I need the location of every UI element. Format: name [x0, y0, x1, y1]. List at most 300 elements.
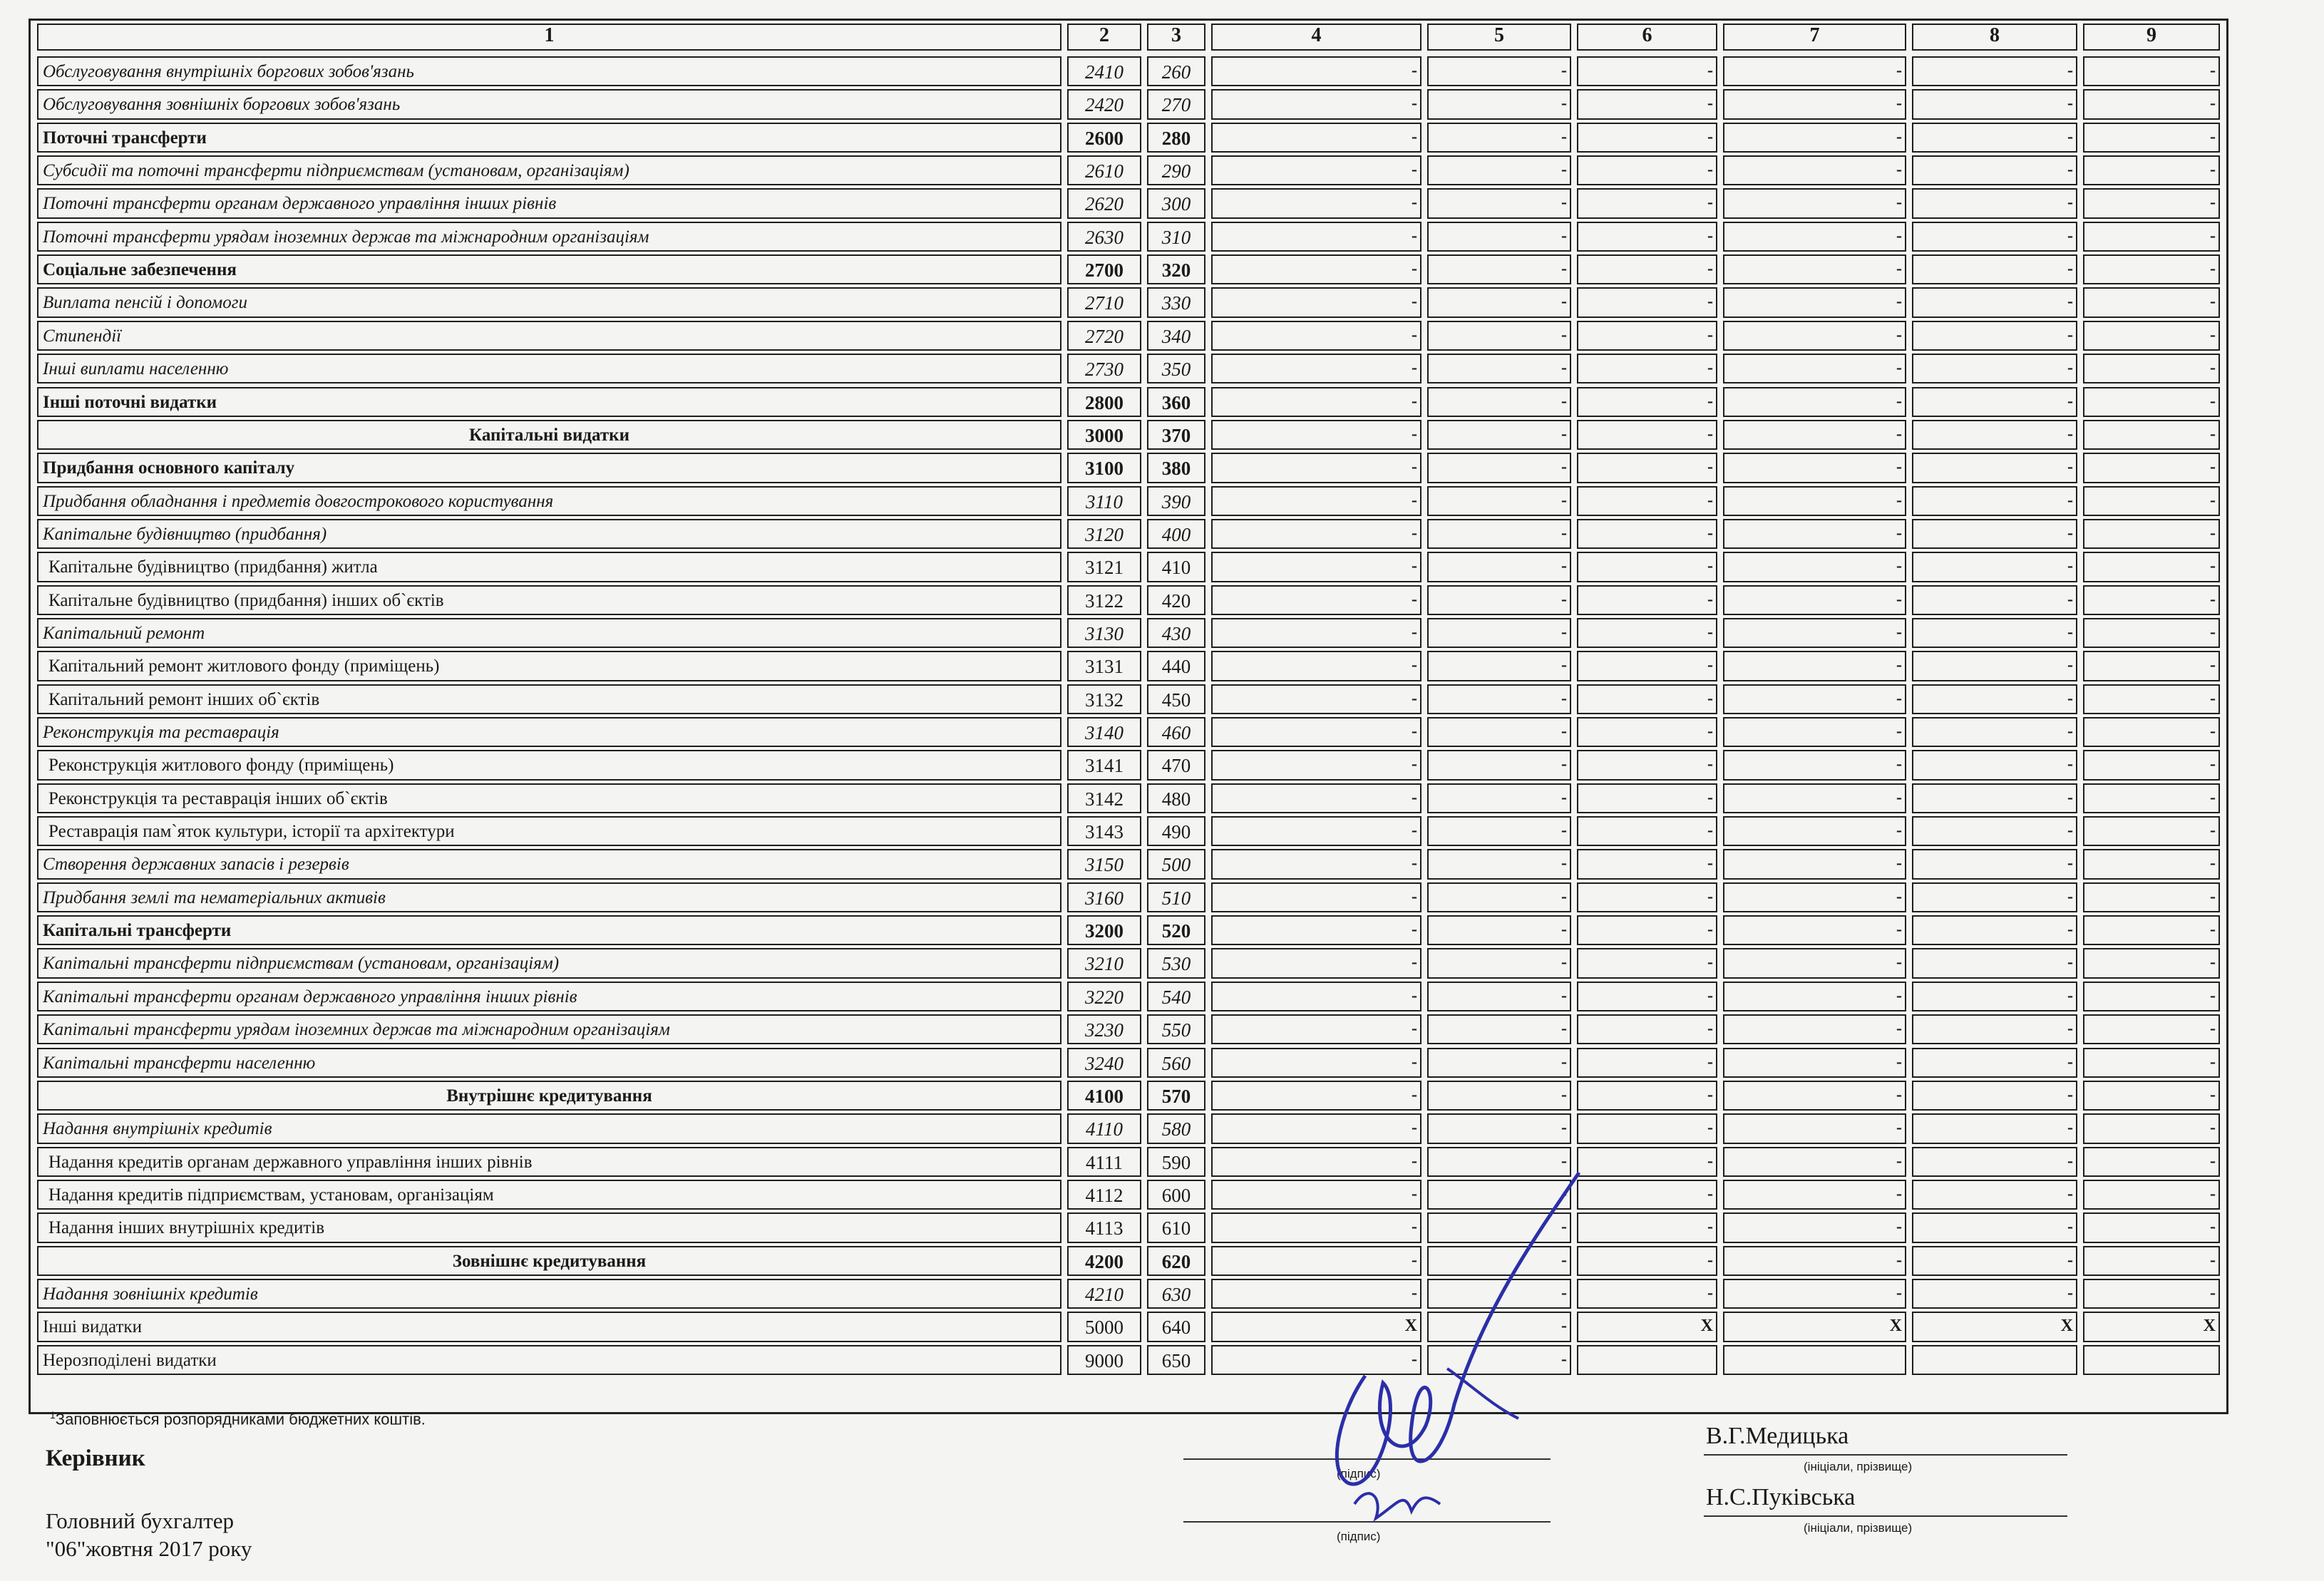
row-value-col-9: -: [2083, 1279, 2220, 1309]
row-name: Капітальне будівництво (придбання) житла: [37, 552, 1061, 582]
row-value-col-4: -: [1211, 1147, 1421, 1177]
row-value-col-4: -: [1211, 585, 1421, 615]
row-value-col-4: -: [1211, 750, 1421, 780]
row-value-col-4: -: [1211, 1113, 1421, 1143]
row-value-col-4: -: [1211, 684, 1421, 714]
row-value-col-9: -: [2083, 1048, 2220, 1078]
row-value-col-7: -: [1723, 254, 1906, 284]
row-code: 2730: [1067, 354, 1141, 383]
row-value-col-9: -: [2083, 420, 2220, 450]
row-line-code: 400: [1147, 519, 1205, 549]
row-line-code: 280: [1147, 123, 1205, 153]
row-code: 2410: [1067, 56, 1141, 86]
row-value-col-6: -: [1577, 56, 1717, 86]
row-name: Поточні трансферти: [37, 123, 1061, 153]
row-value-col-8: -: [1912, 123, 2077, 153]
row-name: Реконструкція та реставрація інших об`єктів: [37, 783, 1061, 813]
row-name: Капітальний ремонт інших об`єктів: [37, 684, 1061, 714]
row-line-code: 460: [1147, 717, 1205, 747]
row-code: 3121: [1067, 552, 1141, 582]
row-value-col-9: -: [2083, 849, 2220, 879]
row-code: 9000: [1067, 1345, 1141, 1375]
row-name: Капітальні видатки: [37, 420, 1061, 450]
header-col-6: 6: [1577, 24, 1717, 51]
row-code: 3160: [1067, 882, 1141, 912]
row-value-col-4: -: [1211, 354, 1421, 383]
row-value-col-7: -: [1723, 486, 1906, 516]
row-name: Капітальне будівництво (придбання): [37, 519, 1061, 549]
row-value-col-7: -: [1723, 1279, 1906, 1309]
head-name-line: [1704, 1454, 2067, 1456]
row-value-col-6: -: [1577, 354, 1717, 383]
row-name: Надання зовнішніх кредитів: [37, 1279, 1061, 1309]
row-name: Капітальні трансферти підприємствам (установам, організаціям): [37, 948, 1061, 978]
row-value-col-9: -: [2083, 585, 2220, 615]
row-value-col-8: -: [1912, 1180, 2077, 1210]
row-value-col-5: -: [1427, 254, 1571, 284]
row-code: 3143: [1067, 816, 1141, 846]
row-code: 4112: [1067, 1180, 1141, 1210]
row-value-col-6: -: [1577, 287, 1717, 317]
row-value-col-4: -: [1211, 1048, 1421, 1078]
row-value-col-7: -: [1723, 552, 1906, 582]
row-value-col-7: -: [1723, 618, 1906, 648]
row-code: 3000: [1067, 420, 1141, 450]
row-value-col-7: -: [1723, 750, 1906, 780]
row-name: Капітальні трансферти органам державного управління інших рівнів: [37, 982, 1061, 1011]
row-value-col-8: -: [1912, 750, 2077, 780]
row-value-col-8: -: [1912, 222, 2077, 252]
row-line-code: 260: [1147, 56, 1205, 86]
row-value-col-7: -: [1723, 188, 1906, 218]
row-value-col-6: -: [1577, 1180, 1717, 1210]
row-line-code: 270: [1147, 89, 1205, 119]
row-value-col-9: -: [2083, 882, 2220, 912]
row-value-col-5: -: [1427, 1180, 1571, 1210]
row-value-col-9: -: [2083, 155, 2220, 185]
row-value-col-6: -: [1577, 1246, 1717, 1276]
row-value-col-6: -: [1577, 618, 1717, 648]
row-value-col-4: -: [1211, 89, 1421, 119]
row-value-col-7: -: [1723, 453, 1906, 483]
head-label: Керівник: [46, 1446, 145, 1471]
row-name: Придбання землі та нематеріальних активів: [37, 882, 1061, 912]
accountant-signature-line: [1183, 1521, 1551, 1523]
row-value-col-9: -: [2083, 750, 2220, 780]
row-value-col-7: -: [1723, 1113, 1906, 1143]
row-value-col-4: -: [1211, 1081, 1421, 1111]
row-value-col-8: -: [1912, 552, 2077, 582]
row-code: 4110: [1067, 1113, 1141, 1143]
row-line-code: 570: [1147, 1081, 1205, 1111]
row-value-col-5: -: [1427, 1081, 1571, 1111]
row-value-col-7: -: [1723, 1246, 1906, 1276]
row-name: Інші виплати населенню: [37, 354, 1061, 383]
row-value-col-4: -: [1211, 651, 1421, 681]
row-value-col-7: -: [1723, 222, 1906, 252]
row-value-col-6: -: [1577, 552, 1717, 582]
row-value-col-5: -: [1427, 651, 1571, 681]
row-value-col-4: -: [1211, 1279, 1421, 1309]
row-value-col-5: -: [1427, 1246, 1571, 1276]
row-name: Внутрішнє кредитування: [37, 1081, 1061, 1111]
row-value-col-8: -: [1912, 519, 2077, 549]
row-value-col-8: -: [1912, 1212, 2077, 1242]
row-line-code: 640: [1147, 1312, 1205, 1341]
row-value-col-8: -: [1912, 1014, 2077, 1044]
row-value-col-5: -: [1427, 486, 1571, 516]
row-line-code: 310: [1147, 222, 1205, 252]
row-value-col-4: -: [1211, 1345, 1421, 1375]
row-value-col-6: -: [1577, 89, 1717, 119]
row-value-col-4: -: [1211, 816, 1421, 846]
row-name: Капітальні трансферти урядам іноземних держав та міжнародним організаціям: [37, 1014, 1061, 1044]
row-name: Капітальний ремонт: [37, 618, 1061, 648]
row-line-code: 370: [1147, 420, 1205, 450]
row-value-col-7: -: [1723, 155, 1906, 185]
row-code: 2620: [1067, 188, 1141, 218]
row-value-col-8: -: [1912, 849, 2077, 879]
row-value-col-8: -: [1912, 89, 2077, 119]
header-col-4: 4: [1211, 24, 1421, 51]
row-value-col-8: -: [1912, 287, 2077, 317]
row-code: 2630: [1067, 222, 1141, 252]
header-col-5: 5: [1427, 24, 1571, 51]
row-value-col-9: -: [2083, 948, 2220, 978]
row-value-col-6: -: [1577, 387, 1717, 417]
row-value-col-8: -: [1912, 585, 2077, 615]
row-code: 4113: [1067, 1212, 1141, 1242]
row-line-code: 530: [1147, 948, 1205, 978]
row-value-col-5: -: [1427, 354, 1571, 383]
row-code: 4210: [1067, 1279, 1141, 1309]
row-code: 5000: [1067, 1312, 1141, 1341]
row-name: Поточні трансферти органам державного управління інших рівнів: [37, 188, 1061, 218]
row-value-col-8: -: [1912, 188, 2077, 218]
row-value-col-6: -: [1577, 1014, 1717, 1044]
row-value-col-5: -: [1427, 982, 1571, 1011]
row-line-code: 410: [1147, 552, 1205, 582]
header-col-8: 8: [1912, 24, 2077, 51]
row-value-col-4: -: [1211, 188, 1421, 218]
row-value-col-4: X: [1211, 1312, 1421, 1341]
row-value-col-9: -: [2083, 783, 2220, 813]
row-value-col-9: -: [2083, 816, 2220, 846]
row-value-col-6: -: [1577, 486, 1717, 516]
row-value-col-4: -: [1211, 783, 1421, 813]
footnote: $^1$Заповнюється розпорядниками бюджетних коштів.: [50, 1409, 426, 1428]
row-value-col-9: -: [2083, 1113, 2220, 1143]
row-name: Соціальне забезпечення: [37, 254, 1061, 284]
row-value-col-4: -: [1211, 287, 1421, 317]
row-value-col-5: -: [1427, 1113, 1571, 1143]
row-value-col-6: -: [1577, 651, 1717, 681]
row-value-col-6: -: [1577, 1113, 1717, 1143]
row-value-col-6: -: [1577, 684, 1717, 714]
row-value-col-8: -: [1912, 1147, 2077, 1177]
row-name: Капітальні трансферти: [37, 915, 1061, 945]
row-value-col-9: -: [2083, 1081, 2220, 1111]
row-name: Надання кредитів підприємствам, установам, організаціям: [37, 1180, 1061, 1210]
accountant-name: Н.С.Пуківська: [1706, 1484, 1856, 1510]
row-value-col-8: X: [1912, 1312, 2077, 1341]
row-code: 2720: [1067, 321, 1141, 351]
accountant-name-hint: (ініціали, прізвище): [1804, 1521, 1913, 1535]
row-value-col-7: -: [1723, 948, 1906, 978]
row-value-col-8: -: [1912, 420, 2077, 450]
row-line-code: 580: [1147, 1113, 1205, 1143]
row-value-col-4: -: [1211, 717, 1421, 747]
row-line-code: 300: [1147, 188, 1205, 218]
row-value-col-8: -: [1912, 982, 2077, 1011]
row-value-col-9: -: [2083, 56, 2220, 86]
row-value-col-9: -: [2083, 1246, 2220, 1276]
row-line-code: 340: [1147, 321, 1205, 351]
row-value-col-8: -: [1912, 618, 2077, 648]
row-value-col-6: -: [1577, 123, 1717, 153]
row-value-col-7: -: [1723, 982, 1906, 1011]
row-code: 3131: [1067, 651, 1141, 681]
row-value-col-9: -: [2083, 321, 2220, 351]
row-code: 3142: [1067, 783, 1141, 813]
row-value-col-8: -: [1912, 915, 2077, 945]
row-line-code: 560: [1147, 1048, 1205, 1078]
row-code: 4200: [1067, 1246, 1141, 1276]
row-value-col-9: -: [2083, 123, 2220, 153]
row-value-col-9: -: [2083, 254, 2220, 284]
row-code: 3120: [1067, 519, 1141, 549]
row-name: Створення державних запасів і резервів: [37, 849, 1061, 879]
row-line-code: 380: [1147, 453, 1205, 483]
row-value-col-9: -: [2083, 552, 2220, 582]
row-value-col-8: [1912, 1345, 2077, 1375]
row-value-col-8: -: [1912, 1048, 2077, 1078]
row-value-col-6: -: [1577, 519, 1717, 549]
row-value-col-6: -: [1577, 982, 1717, 1011]
header-col-3: 3: [1147, 24, 1205, 51]
row-value-col-7: -: [1723, 321, 1906, 351]
row-value-col-9: [2083, 1345, 2220, 1375]
row-name: Реконструкція та реставрація: [37, 717, 1061, 747]
row-code: 3132: [1067, 684, 1141, 714]
row-name: Придбання основного капіталу: [37, 453, 1061, 483]
row-line-code: 650: [1147, 1345, 1205, 1375]
row-value-col-8: -: [1912, 1246, 2077, 1276]
row-name: Реставрація пам`яток культури, історії та архітектури: [37, 816, 1061, 846]
row-value-col-4: -: [1211, 420, 1421, 450]
accountant-name-line: [1704, 1515, 2067, 1517]
row-value-col-4: -: [1211, 618, 1421, 648]
row-value-col-5: -: [1427, 222, 1571, 252]
row-value-col-7: -: [1723, 354, 1906, 383]
row-value-col-7: -: [1723, 420, 1906, 450]
row-code: 4100: [1067, 1081, 1141, 1111]
row-name: Придбання обладнання і предметів довгострокового користування: [37, 486, 1061, 516]
row-value-col-6: -: [1577, 717, 1717, 747]
row-value-col-5: -: [1427, 948, 1571, 978]
row-value-col-5: -: [1427, 1312, 1571, 1341]
row-value-col-7: -: [1723, 1081, 1906, 1111]
row-code: 3200: [1067, 915, 1141, 945]
row-value-col-5: -: [1427, 89, 1571, 119]
row-value-col-9: -: [2083, 618, 2220, 648]
row-value-col-4: -: [1211, 321, 1421, 351]
row-value-col-5: -: [1427, 519, 1571, 549]
row-line-code: 550: [1147, 1014, 1205, 1044]
row-value-col-7: -: [1723, 89, 1906, 119]
row-value-col-9: -: [2083, 915, 2220, 945]
row-name: Капітальний ремонт житлового фонду (приміщень): [37, 651, 1061, 681]
row-value-col-5: -: [1427, 420, 1571, 450]
row-code: 3240: [1067, 1048, 1141, 1078]
row-value-col-5: -: [1427, 1212, 1571, 1242]
row-value-col-6: -: [1577, 420, 1717, 450]
row-value-col-9: -: [2083, 387, 2220, 417]
row-value-col-6: -: [1577, 1147, 1717, 1177]
row-value-col-7: -: [1723, 1212, 1906, 1242]
row-value-col-4: -: [1211, 1014, 1421, 1044]
row-value-col-7: X: [1723, 1312, 1906, 1341]
row-value-col-7: -: [1723, 882, 1906, 912]
row-value-col-6: -: [1577, 585, 1717, 615]
row-value-col-4: -: [1211, 948, 1421, 978]
row-value-col-6: -: [1577, 254, 1717, 284]
row-line-code: 480: [1147, 783, 1205, 813]
row-value-col-5: -: [1427, 552, 1571, 582]
row-code: 3230: [1067, 1014, 1141, 1044]
row-value-col-5: -: [1427, 1048, 1571, 1078]
row-value-col-8: -: [1912, 387, 2077, 417]
row-value-col-6: -: [1577, 750, 1717, 780]
row-value-col-7: -: [1723, 915, 1906, 945]
row-value-col-4: -: [1211, 552, 1421, 582]
row-value-col-8: -: [1912, 1113, 2077, 1143]
row-code: 3100: [1067, 453, 1141, 483]
row-code: 3150: [1067, 849, 1141, 879]
row-value-col-9: -: [2083, 453, 2220, 483]
row-value-col-8: -: [1912, 948, 2077, 978]
row-value-col-5: -: [1427, 915, 1571, 945]
row-value-col-9: -: [2083, 1212, 2220, 1242]
row-name: Обслуговування внутрішніх боргових зобов'язань: [37, 56, 1061, 86]
head-name: В.Г.Медицька: [1706, 1423, 1849, 1449]
row-line-code: 630: [1147, 1279, 1205, 1309]
row-line-code: 430: [1147, 618, 1205, 648]
row-value-col-6: -: [1577, 1081, 1717, 1111]
row-line-code: 540: [1147, 982, 1205, 1011]
row-value-col-9: -: [2083, 684, 2220, 714]
row-value-col-8: -: [1912, 321, 2077, 351]
row-value-col-7: -: [1723, 123, 1906, 153]
row-value-col-8: -: [1912, 816, 2077, 846]
row-value-col-8: -: [1912, 453, 2077, 483]
row-value-col-6: -: [1577, 882, 1717, 912]
row-value-col-5: -: [1427, 882, 1571, 912]
row-value-col-9: X: [2083, 1312, 2220, 1341]
row-value-col-4: -: [1211, 387, 1421, 417]
budget-expenditure-table: [29, 19, 2228, 1414]
row-value-col-4: -: [1211, 1246, 1421, 1276]
row-line-code: 610: [1147, 1212, 1205, 1242]
row-value-col-7: -: [1723, 849, 1906, 879]
row-value-col-9: -: [2083, 717, 2220, 747]
row-name: Капітальні трансферти населенню: [37, 1048, 1061, 1078]
row-line-code: 420: [1147, 585, 1205, 615]
row-code: 3220: [1067, 982, 1141, 1011]
row-value-col-6: -: [1577, 321, 1717, 351]
row-value-col-8: -: [1912, 651, 2077, 681]
row-value-col-7: -: [1723, 519, 1906, 549]
row-line-code: 440: [1147, 651, 1205, 681]
row-line-code: 470: [1147, 750, 1205, 780]
row-line-code: 500: [1147, 849, 1205, 879]
head-name-hint: (ініціали, прізвище): [1804, 1460, 1913, 1473]
row-value-col-4: -: [1211, 453, 1421, 483]
row-value-col-5: -: [1427, 155, 1571, 185]
row-code: 2420: [1067, 89, 1141, 119]
row-value-col-5: -: [1427, 618, 1571, 648]
row-value-col-9: -: [2083, 188, 2220, 218]
row-value-col-8: -: [1912, 254, 2077, 284]
row-value-col-5: -: [1427, 387, 1571, 417]
row-line-code: 520: [1147, 915, 1205, 945]
row-value-col-8: -: [1912, 717, 2077, 747]
row-value-col-9: -: [2083, 287, 2220, 317]
row-value-col-5: -: [1427, 783, 1571, 813]
row-value-col-6: -: [1577, 155, 1717, 185]
row-value-col-4: -: [1211, 155, 1421, 185]
row-value-col-9: -: [2083, 486, 2220, 516]
row-value-col-6: -: [1577, 188, 1717, 218]
row-value-col-4: -: [1211, 56, 1421, 86]
row-value-col-8: -: [1912, 155, 2077, 185]
row-value-col-9: -: [2083, 222, 2220, 252]
row-value-col-5: -: [1427, 56, 1571, 86]
row-name: Стипендії: [37, 321, 1061, 351]
row-value-col-7: -: [1723, 1147, 1906, 1177]
row-value-col-9: -: [2083, 1014, 2220, 1044]
head-signature-hint: (підпис): [1337, 1467, 1381, 1480]
head-signature-line: [1183, 1458, 1551, 1460]
row-line-code: 590: [1147, 1147, 1205, 1177]
row-value-col-7: -: [1723, 684, 1906, 714]
row-value-col-6: X: [1577, 1312, 1717, 1341]
row-value-col-5: -: [1427, 750, 1571, 780]
row-value-col-6: -: [1577, 1279, 1717, 1309]
row-value-col-5: -: [1427, 717, 1571, 747]
row-value-col-5: -: [1427, 585, 1571, 615]
header-col-2: 2: [1067, 24, 1141, 51]
row-code: 2710: [1067, 287, 1141, 317]
row-value-col-8: -: [1912, 882, 2077, 912]
accountant-signature-hint: (підпис): [1337, 1530, 1381, 1543]
row-value-col-9: -: [2083, 1180, 2220, 1210]
row-value-col-5: -: [1427, 1279, 1571, 1309]
row-name: Надання інших внутрішніх кредитів: [37, 1212, 1061, 1242]
row-line-code: 510: [1147, 882, 1205, 912]
row-code: 3130: [1067, 618, 1141, 648]
row-value-col-6: -: [1577, 915, 1717, 945]
row-value-col-5: -: [1427, 188, 1571, 218]
row-value-col-6: -: [1577, 783, 1717, 813]
row-value-col-6: -: [1577, 948, 1717, 978]
row-line-code: 290: [1147, 155, 1205, 185]
row-value-col-5: -: [1427, 1147, 1571, 1177]
row-value-col-8: -: [1912, 354, 2077, 383]
row-value-col-7: [1723, 1345, 1906, 1375]
row-line-code: 600: [1147, 1180, 1205, 1210]
row-value-col-5: -: [1427, 123, 1571, 153]
